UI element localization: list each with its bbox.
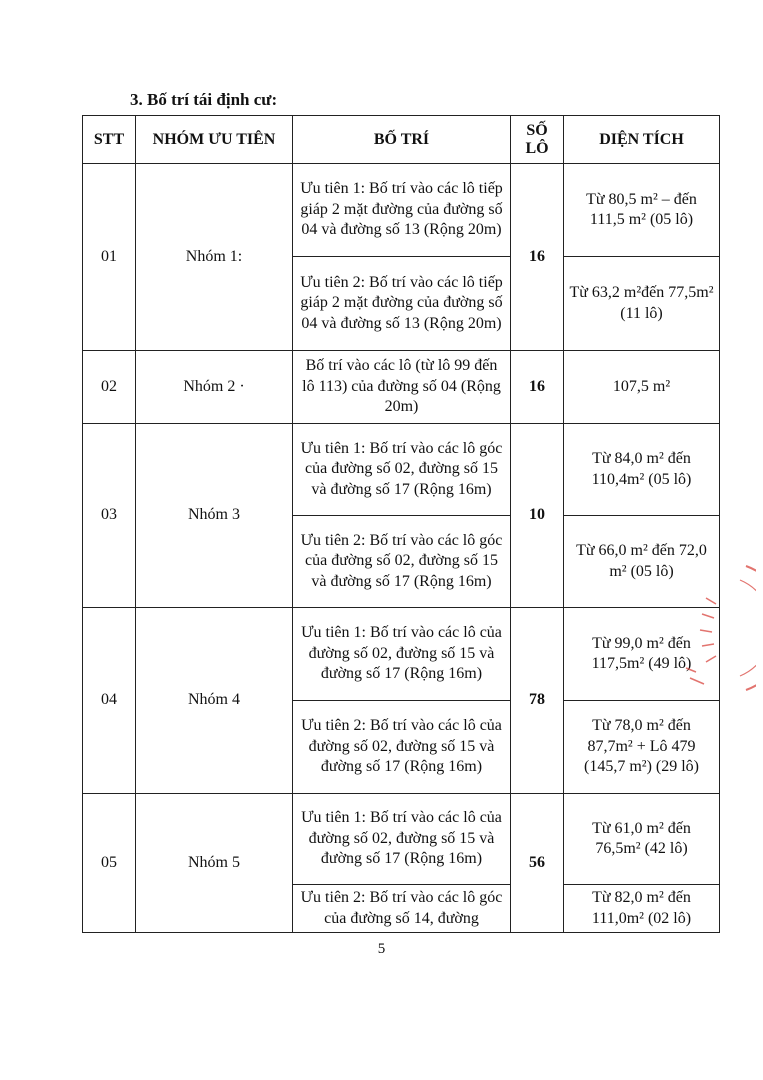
table-row (83, 794, 720, 885)
table-row (83, 424, 720, 516)
arrangement-cell: Ưu tiên 2: Bố trí vào các lô của đường số 02, đường số 15 và đường số 17 (Rộng 16m) (293, 701, 511, 794)
area-cell: Từ 99,0 m² đến 117,5m² (49 lô) (564, 608, 720, 701)
lot-count-cell: 56 (511, 794, 564, 933)
arrangement-cell: Ưu tiên 2: Bố trí vào các lô góc của đường số 02, đường số 15 và đường số 17 (Rộng 16m) (293, 516, 511, 608)
area-cell: Từ 61,0 m² đến 76,5m² (42 lô) (564, 794, 720, 885)
stt-cell: 02 (83, 351, 136, 424)
arrangement-cell: Ưu tiên 1: Bố trí vào các lô của đường số 02, đường số 15 và đường số 17 (Rộng 16m) (293, 608, 511, 701)
area-cell: Từ 66,0 m² đến 72,0 m² (05 lô) (564, 516, 720, 608)
header-priority-group: NHÓM ƯU TIÊN (136, 116, 293, 164)
area-cell: Từ 78,0 m² đến 87,7m² + Lô 479 (145,7 m²) (29 lô) (564, 701, 720, 794)
arrangement-cell: Ưu tiên 2: Bố trí vào các lô góc của đường số 14, đường (293, 885, 511, 933)
arrangement-cell: Ưu tiên 2: Bố trí vào các lô tiếp giáp 2 mặt đường của đường số 04 và đường số 13 (Rộng 20m) (293, 257, 511, 351)
header-area: DIỆN TÍCH (564, 116, 720, 164)
table-row (83, 164, 720, 257)
header-lot-count: SỐ LÔ (511, 116, 564, 164)
table-row (83, 608, 720, 701)
lot-count-cell: 16 (511, 164, 564, 351)
header-arrangement: BỐ TRÍ (293, 116, 511, 164)
area-cell: Từ 82,0 m² đến 111,0m² (02 lô) (564, 885, 720, 933)
page-number: 5 (377, 941, 386, 957)
stt-cell: 04 (83, 608, 136, 794)
group-cell: Nhóm 1: (136, 164, 293, 351)
header-stt: STT (83, 116, 136, 164)
stt-cell: 01 (83, 164, 136, 351)
lot-count-cell: 16 (511, 351, 564, 424)
lot-count-cell: 78 (511, 608, 564, 794)
stt-cell: 05 (83, 794, 136, 933)
official-seal-stamp (676, 558, 756, 698)
lot-count-cell: 10 (511, 424, 564, 608)
group-cell: Nhóm 3 (136, 424, 293, 608)
group-cell: Nhóm 2 · (136, 351, 293, 424)
area-cell: 107,5 m² (564, 351, 720, 424)
area-cell: Từ 63,2 m²đến 77,5m² (11 lô) (564, 257, 720, 351)
area-cell: Từ 80,5 m² – đến 111,5 m² (05 lô) (564, 164, 720, 257)
group-cell: Nhóm 5 (136, 794, 293, 933)
arrangement-cell: Ưu tiên 1: Bố trí vào các lô góc của đường số 02, đường số 15 và đường số 17 (Rộng 16m) (293, 424, 511, 516)
arrangement-cell: Ưu tiên 1: Bố trí vào các lô tiếp giáp 2 mặt đường của đường số 04 và đường số 13 (Rộng 20m) (293, 164, 511, 257)
arrangement-cell: Bố trí vào các lô (từ lô 99 đến lô 113) của đường số 04 (Rộng 20m) (293, 351, 511, 424)
arrangement-cell: Ưu tiên 1: Bố trí vào các lô của đường số 02, đường số 15 và đường số 17 (Rộng 16m) (293, 794, 511, 885)
section-heading: 3. Bố trí tái định cư: (130, 90, 278, 109)
table-row (83, 351, 720, 424)
resettlement-table (82, 115, 720, 933)
area-cell: Từ 84,0 m² đến 110,4m² (05 lô) (564, 424, 720, 516)
stt-cell: 03 (83, 424, 136, 608)
table-header-row (83, 116, 720, 164)
group-cell: Nhóm 4 (136, 608, 293, 794)
